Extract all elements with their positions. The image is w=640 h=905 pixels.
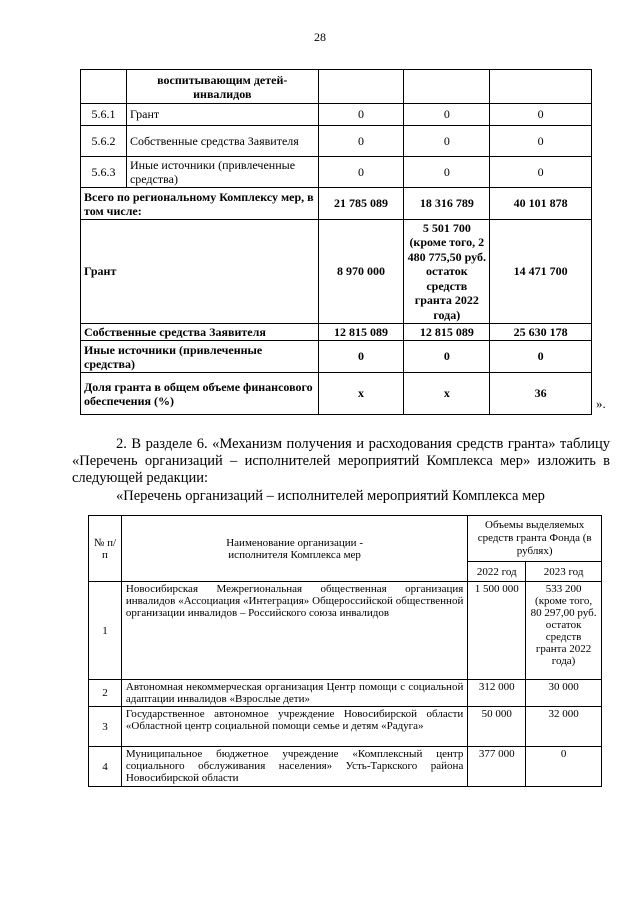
closing-quote: ». bbox=[596, 396, 606, 411]
table-header-row bbox=[89, 516, 602, 562]
row-name: Собственные средства Заявителя bbox=[126, 126, 318, 157]
table-row bbox=[81, 126, 592, 157]
row-value-2023: 32 000 bbox=[526, 707, 602, 747]
share-value: х bbox=[318, 373, 404, 415]
own-value: 25 630 178 bbox=[490, 324, 592, 341]
row-value-2023: 0 bbox=[526, 747, 602, 787]
share-value: 36 bbox=[490, 373, 592, 415]
row-organization: Автономная некоммерческая организация Центр помощи с социальной адаптации инвалидов «Взрослые дети» bbox=[121, 680, 467, 707]
total-value: 40 101 878 bbox=[490, 188, 592, 220]
top-cell: воспитывающим детей-инвалидов bbox=[126, 70, 318, 104]
row-name: Иные источники (привлеченные средства) bbox=[126, 157, 318, 188]
table-row bbox=[89, 680, 602, 707]
grant-row bbox=[81, 220, 592, 324]
row-name: Грант bbox=[126, 104, 318, 126]
other-sources-row bbox=[81, 341, 592, 373]
row-value: 0 bbox=[490, 126, 592, 157]
row-value-2022: 1 500 000 bbox=[468, 582, 526, 680]
budget-table bbox=[80, 69, 592, 415]
other-value: 0 bbox=[318, 341, 404, 373]
row-value: 0 bbox=[404, 126, 490, 157]
grant-value: 8 970 000 bbox=[318, 220, 404, 324]
other-value: 0 bbox=[490, 341, 592, 373]
own-label: Собственные средства Заявителя bbox=[81, 324, 319, 341]
header-name: Наименование организации - исполнителя Комплекса мер bbox=[121, 516, 467, 582]
share-value: х bbox=[404, 373, 490, 415]
row-num: 4 bbox=[89, 747, 122, 787]
row-num: 2 bbox=[89, 680, 122, 707]
table-title: «Перечень организаций – исполнителей мероприятий Комплекса мер bbox=[116, 488, 545, 504]
own-funds-row bbox=[81, 324, 592, 341]
total-label: Всего по региональному Комплексу мер, в том числе: bbox=[81, 188, 319, 220]
header-num: № п/п bbox=[89, 516, 122, 582]
grant-label: Грант bbox=[81, 220, 319, 324]
total-value: 21 785 089 bbox=[318, 188, 404, 220]
row-num: 5.6.1 bbox=[81, 104, 127, 126]
share-label: Доля гранта в общем объеме финансового обеспечения (%) bbox=[81, 373, 319, 415]
grant-value: 5 501 700 (кроме того, 2 480 775,50 руб. остаток средств гранта 2022 года) bbox=[404, 220, 490, 324]
row-value: 0 bbox=[318, 157, 404, 188]
page-number: 28 bbox=[314, 30, 326, 44]
table-row bbox=[81, 157, 592, 188]
row-value: 0 bbox=[404, 104, 490, 126]
header-year: 2023 год bbox=[526, 562, 602, 582]
row-value: 0 bbox=[318, 126, 404, 157]
row-value-2022: 50 000 bbox=[468, 707, 526, 747]
row-num: 3 bbox=[89, 707, 122, 747]
row-value: 0 bbox=[404, 157, 490, 188]
organizations-table bbox=[88, 515, 602, 787]
other-value: 0 bbox=[404, 341, 490, 373]
header-volume: Объемы выделяемых средств гранта Фонда (в рублях) bbox=[468, 516, 602, 562]
table-row bbox=[89, 747, 602, 787]
other-label: Иные источники (привлеченные средства) bbox=[81, 341, 319, 373]
table-row bbox=[81, 70, 592, 104]
row-value-2022: 312 000 bbox=[468, 680, 526, 707]
row-value: 0 bbox=[490, 157, 592, 188]
row-value-2023: 30 000 bbox=[526, 680, 602, 707]
table-row bbox=[89, 707, 602, 747]
table-row bbox=[81, 104, 592, 126]
own-value: 12 815 089 bbox=[404, 324, 490, 341]
row-num: 5.6.3 bbox=[81, 157, 127, 188]
row-organization: Муниципальное бюджетное учреждение «Комплексный центр социального обслуживания населения» Усть-Таркского района Новосибирской области bbox=[121, 747, 467, 787]
row-num: 1 bbox=[89, 582, 122, 680]
grant-value: 14 471 700 bbox=[490, 220, 592, 324]
own-value: 12 815 089 bbox=[318, 324, 404, 341]
row-value: 0 bbox=[318, 104, 404, 126]
total-row bbox=[81, 188, 592, 220]
amendment-paragraph: 2. В разделе 6. «Механизм получения и расходования средств гранта» таблицу «Перечень организаций – исполнителей мероприятий Комплекса мер» изложить в следующей редакции: bbox=[72, 436, 610, 486]
grant-share-row bbox=[81, 373, 592, 415]
row-value-2023: 533 200 (кроме того, 80 297,00 руб. остаток средств гранта 2022 года) bbox=[526, 582, 602, 680]
row-value-2022: 377 000 bbox=[468, 747, 526, 787]
header-year: 2022 год bbox=[468, 562, 526, 582]
row-value: 0 bbox=[490, 104, 592, 126]
total-value: 18 316 789 bbox=[404, 188, 490, 220]
row-num: 5.6.2 bbox=[81, 126, 127, 157]
table-row bbox=[89, 582, 602, 680]
row-organization: Новосибирская Межрегиональная общественная организация инвалидов «Ассоциация «Интеграция» Общероссийской общественной организации инвалидов – Российского союза инвалидов bbox=[121, 582, 467, 680]
row-organization: Государственное автономное учреждение Новосибирской области «Областной центр социальной помощи семье и детям «Радуга» bbox=[121, 707, 467, 747]
